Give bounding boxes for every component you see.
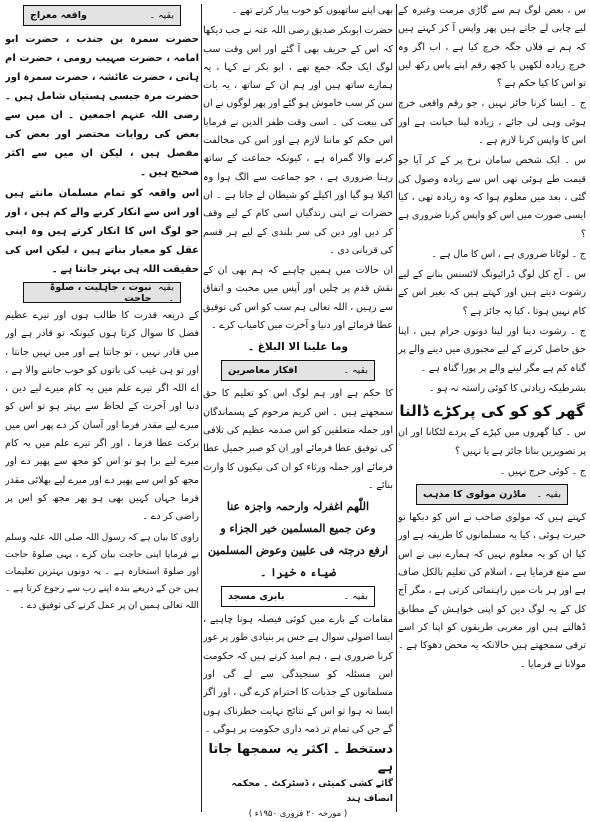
heading-prefix: بقیہ ۔ xyxy=(158,281,174,304)
article-paragraph: کہتے ہیں کہ مولوی صاحب نے اس کو دیکھا تو حیرت ہوئی ، کیا یہ مسلمانوں کا طریقہ ہے اور کیا ان کو یہ معلوم نہیں کہ ہمارے نبی نے اس سے منع فرمایا ہے ، اسلام کی تعلیم بالکل صاف ہے اور ہر بات میں راہنمائی کرتی ہے ، مگر آج کل کے یہ لوگ دین کو اپنی خواہش کے مطابق ڈھالتے ہیں اور مغربی طریقوں کو اپنا کر اسے ترقی سمجھتے ہیں حالانکہ یہ محض دھوکا ہے ۔ مولانا نے فرمایا ۔ xyxy=(398,512,586,670)
right-column xyxy=(398,2,586,676)
section-heading xyxy=(221,586,375,607)
article-paragraph: راوی کا بیان ہے کہ رسول اللہ صلی اللہ علیہ وسلم نے فرمایا اپنی حاجت بیان کرے ، یہی صلوۃ حاجت اور صلوۃ استخارہ ہے ۔ یہ دونوں بہترین تعلیمات ہیں جن کے ذریعے بندہ اپنے رب سے رجوع کرتا ہے ۔ اللہ تعالی ہمیں ان پر عمل کرنے کی توفیق دے ۔ xyxy=(5,531,199,611)
left-column xyxy=(5,2,199,614)
section-heading xyxy=(23,282,181,303)
article-paragraph: حضرت سمرہ بن جندب ، حضرت ابو امامہ ، حضرت صہیب رومی ، حضرت ام ہانی ، حضرت عائشہ ، حضرت سمرہ اور حضرت مرہ جیسی ہستیاں شامل ہیں ۔ رضی اللہ عنہم اجمعین ۔ ان میں سے بعض کی روایات مختصر اور بعض کی مفصل ہیں ، لیکن ان میں سے اکثر صحیح ہیں ۔ xyxy=(5,34,199,178)
arabic-prayer-line: وعن جمیع المسلمین خیر الجزاء و xyxy=(220,522,376,536)
signature: دستخط ۔ اکثر یہ سمجھا جاتا ہے xyxy=(208,742,393,776)
heading-title: ماڈرن مولوی کا مذہب xyxy=(423,489,527,501)
signature-line: گائے کشی کمیٹی ، ڈسٹرکٹ ۔ محکمہ انصاف ہند xyxy=(231,779,393,805)
arabic-prayer-line: ارفع درجتہ فی علیین وعوض المسلمین xyxy=(207,544,389,558)
closing-line: وما علینا الا البلاغ ۔ xyxy=(247,341,349,354)
answer-paragraph: بشرطیکہ زیادتی کا کوئی راستہ نہ ہو ۔ xyxy=(428,382,586,394)
heading-title: نبوت ، جاہلیت ، صلوۃ حاجت xyxy=(49,281,152,304)
column-divider xyxy=(396,4,397,812)
article-paragraph: مقامات کے بارے میں کوئی فیصلہ ہونا چاہیے ، ایسا اصولی سوال ہے جس پر بنیادی طور پر غور کرنا ضروری ہے ، ہم امید کرتے ہیں کہ حکومت اس مسئلہ کو سنجیدگی سے لے گی اور مسلمانوں کے جذبات کا احترام کرے گی ، اور اگر ایسا نہ ہوا تو اس کے نتائج نہایت خطرناک ہوں گے جن کی تمام تر ذمہ داری حکومت پر ہوگی ۔ xyxy=(203,614,393,735)
section-heading xyxy=(23,5,181,26)
article-paragraph: کا حکم ہے اور ہم لوگ اس کو تعلیم کا حق سمجھتے ہیں ۔ اس کریم مرحوم کے پسماندگان اور جملہ متعلقین کو اس صدمہ عظیم کی تلافی کی توفیق عطا فرمائے اور ان کو صبر جمیل عطا فرمائے اور جملہ ورثاء کو ان کی نیکیوں کا وارث بنائے ۔ xyxy=(203,388,393,491)
section-heading xyxy=(416,484,568,505)
article-paragraph: اس واقعہ کو تمام مسلمان مانتے ہیں اور اس سے انکار کرنے والے کم ہیں ، اور جو لوگ اس کا انکار کرتے ہیں وہ اپنی عقل کو معیار بناتے ہیں ، لیکن اس کی حقیقت اللہ ہی بہتر جانتا ہے ۔ xyxy=(5,188,199,275)
answer-paragraph: ج ۔ رشوت دینا اور لینا دونوں حرام ہیں ، اپنا حق حاصل کرنے کے لیے مجبوری میں دینے والے پر گناہ کم ہے مگر لینے والے پر پورا گناہ ہے ۔ xyxy=(398,326,586,374)
date-line: ( مورخہ ۲۰ فروری ۱۹۵۰ء ) xyxy=(248,809,348,820)
middle-column xyxy=(203,2,393,822)
heading-prefix: بقیہ ۔ xyxy=(536,489,561,501)
section-heading xyxy=(221,360,375,381)
article-paragraph: بھی اپنے ساتھیوں کو خوب پیار کرتے تھے ۔ xyxy=(231,5,393,16)
heading-title: واقعہ معراج xyxy=(30,10,87,21)
heading-prefix: بقیہ ۔ xyxy=(343,365,368,377)
arabic-prayer-line: ضیاء ہ خیرا ۔ xyxy=(260,566,336,580)
column-divider xyxy=(201,4,202,812)
answer-paragraph: ج ۔ کوئی حرج نہیں ۔ xyxy=(499,465,586,477)
heading-title: افکار معاصرین xyxy=(228,365,298,377)
article-paragraph: حضرت ابوبکر صدیق رضی اللہ عنہ نے جب دیکھا کہ اس کے حریف بھی آ گئے اور اس وقت سب لوگ ایک جگہ جمع تھے ، ابو بکر نے کہا ، یہ ہمارے ساتھ ہیں اور ہم ان کے ساتھ ، یہ بات سن کر سب خاموش ہو گئے اور پھر لوگوں نے ان کی بیعت کی ۔ اسی وقت ظفر الدین نے فرمایا اس حکم کو ماننا لازم ہے اور اس کی مخالفت کرنے والا گمراہ ہے ، کیونکہ جماعت کے ساتھ رہنا ضروری ہے ، جو جماعت سے الگ ہوا وہ اکیلا ہو گیا اور اکیلے کو شیطان لے جاتا ہے ۔ ان حضرات نے اپنی زندگیاں اسی کام کے لیے وقف کر دیں اور دین کی سر بلندی کے لیے ہر قسم کی قربانی دی ۔ xyxy=(203,25,393,256)
question-paragraph: س ۔ کیا گھروں میں کپڑے کے پردے لٹکانا اور ان پر تصویریں بنانا جائز ہے یا نہیں ؟ xyxy=(398,427,586,457)
heading-prefix: بقیہ ۔ xyxy=(343,591,368,603)
answer-paragraph: ج ۔ لوٹانا ضروری ہے ، اس کا مال ہے ۔ xyxy=(431,248,586,260)
question-paragraph: س ۔ ایک شخص سامان نرخ پر کے کر آیا جو قیمت طے ہوئی تھی اس سے زیادہ وصول کی گئی ، بعد میں معلوم ہوا کہ وہ زیادہ تھی ، کیا ایسی صورت میں اس کو واپس کرنا ضروری ہے ؟ xyxy=(398,155,586,240)
section-banner: گھر کو کو کی پرکڑے ڈالنا xyxy=(399,402,585,421)
arabic-prayer-line: اللّٰھم اغفرلہ وارحمہ واجزہ عنا xyxy=(226,500,370,514)
question-paragraph: س ۔ آج کل لوگ ڈرائیونگ لائسنس بنانے کے لیے رشوت دیتے ہیں اور کہتے ہیں کہ بغیر اس کے کام نہیں ہوتا ، کیا یہ جائز ہے ؟ xyxy=(398,269,586,317)
article-paragraph: ان حالات میں ہمیں چاہیے کہ ہم بھی ان کے نقش قدم پر چلیں اور آپس میں محبت و اتفاق سے رہیں ، اللہ تعالی ہم سب کو اس کی توفیق عطا فرمائے اور دنیا و آخرت میں کامیاب کرے ۔ xyxy=(203,265,393,332)
question-paragraph: س ، بعض لوگ ہم سے گاڑی مرمت وغیرہ کے لیے چابی لے جاتے ہیں پھر واپس آ کر کہتے ہیں کہ ہم نے فلاں جگہ خرچ کیا ہے ، اب اگر وہ خرچ زیادہ لکھیں یا کچھ رقم اپنے پاس رکھ لیں تو اس کا کیا حکم ہے ؟ xyxy=(398,5,586,90)
answer-paragraph: ج ۔ ایسا کرنا جائز نہیں ، جو رقم واقعی خرچ ہوئی وہی لی جائے ، زیادہ لینا خیانت ہے اور اس کا واپس کرنا لازم ہے ۔ xyxy=(398,98,586,147)
heading-prefix: بقیہ ۔ xyxy=(149,10,174,21)
heading-title: بابری مسجد xyxy=(228,591,285,603)
article-paragraph: کے ذریعہ قدرت کا طالب ہوں اور تیرے عظیم فضل کا سوال کرتا ہوں کیونکہ تو قادر ہے اور میں قادر نہیں ، تو جانتا ہے اور میں نہیں جانتا ، اور تو ہی غیب کی باتوں کو خوب جاننے والا ہے ، اے اللہ اگر تیرے علم میں یہ کام میرے لیے دین ، دنیا اور آخرت کے لحاظ سے بہتر ہو تو اس کو میرے لیے مقدر فرما اور آسان کر دے پھر اس میں برکت عطا فرما ، اور اگر تیرے علم میں یہ کام میرے لیے برا ہو تو اس کو مجھ سے پھیر دے اور مجھ کو اس سے پھیر دے اور میرے لیے بھلائی مقدر فرما جہاں کہیں بھی ہو پھر مجھ کو اس پر راضی کر دے ۔ xyxy=(5,310,199,523)
